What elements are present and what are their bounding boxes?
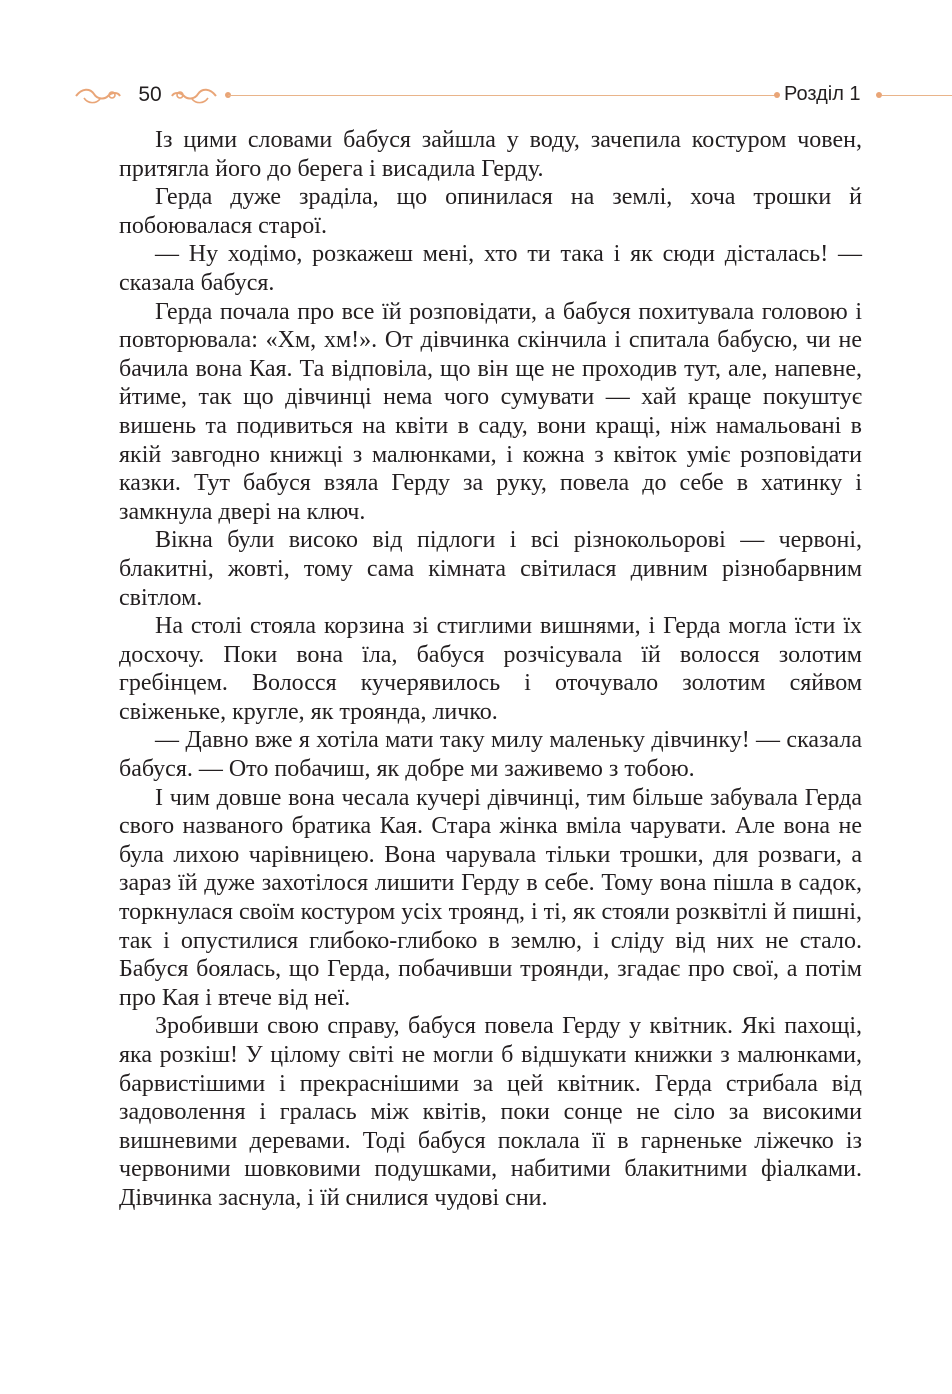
page-header bbox=[70, 80, 952, 110]
chapter-title: Розділ 1 bbox=[784, 83, 861, 105]
header-rule-end bbox=[882, 95, 952, 96]
paragraph: — Давно вже я хотіла мати таку милу маленьку дівчинку! — сказала бабуся. — Ото побачиш, як добре ми заживемо з тобою. bbox=[119, 727, 862, 783]
paragraph: — Ну ходімо, розкажеш мені, хто ти така і як сюди дісталась! — сказала бабуся. bbox=[119, 241, 862, 296]
paragraph: Герда почала про все їй розповідати, а бабуся похитувала головою і повторювала: «Хм, хм!». От дівчинка скінчила і спитала бабусю, чи не бачила вона Кая. Та відповіла, що він ще не проходив тут, але, напевне, йтиме, так що дівчинці нема чого сумувати — хай краще покуштує вишень та подивиться на квіти в саду, вони кращі, ніж намальовані в якій завгодно книжці з малюнками, і кожна з квіток уміє розповідати казки. Тут бабуся взяла Герду за руку, повела до себе в хатинку і замкнула двері на ключ. bbox=[119, 298, 862, 525]
header-rule bbox=[228, 95, 776, 96]
paragraph: На столі стояла корзина зі стиглими вишнями, і Герда могла їсти їх досхочу. Поки вона їла, бабуся розчісувала їй волосся золотим гребінцем. Волосся кучерявилось і оточувало золотим сяйвом свіженьке, кругле, як троянда, личко. bbox=[119, 613, 862, 725]
flourish-left-icon bbox=[74, 84, 122, 106]
paragraph: Зробивши свою справу, бабуся повела Герду у квітник. Які пахощі, яка розкіш! У цілому світі не могли б відшукати книжки з малюнками, барвистішими і прекраснішими за цей квітник. Герда стрибала від задоволення і гралась між квітів, поки сонце не сіло за високими вишневими деревами. Тоді бабуся поклала її в гарненьке ліжечко із червоними шовковими подушками, набитими блакитними фіалками. Дівчинка заснула, і їй снилися чудові сни. bbox=[119, 1013, 862, 1211]
rule-dot bbox=[774, 92, 780, 98]
flourish-right-icon bbox=[170, 84, 218, 106]
paragraph: Герда дуже зраділа, що опинилася на землі, хоча трошки й побоювалася старої. bbox=[119, 184, 862, 239]
page-number: 50 bbox=[138, 83, 162, 106]
paragraph: Із цими словами бабуся зайшла у воду, зачепила костуром човен, притягла його до берега і висадила Герду. bbox=[119, 127, 862, 182]
body-text bbox=[119, 126, 862, 1213]
paragraph: Вікна були високо від підлоги і всі різнокольорові — червоні, блакитні, жовті, тому сама кімната світилася дивним різнобарвним світлом. bbox=[119, 527, 862, 611]
paragraph: І чим довше вона чесала кучері дівчинці, тим більше забувала Герда свого названого братика Кая. Стара жінка вміла чарувати. Але вона не була лихою чарівницею. Вона чарувала тільки трошки, для розваги, а зараз їй дуже захотілося лишити Герду в себе. Тому вона пішла в садок, торкнулася своїм костуром усіх троянд, і ті, як стояли розквітлі й пишні, так і опустилися глибоко-глибоко в землю, і сліду від них не стало. Бабуся боялась, що Герда, побачивши троянди, згадає про свої, а потім про Кая і втече від неї. bbox=[119, 784, 862, 1011]
